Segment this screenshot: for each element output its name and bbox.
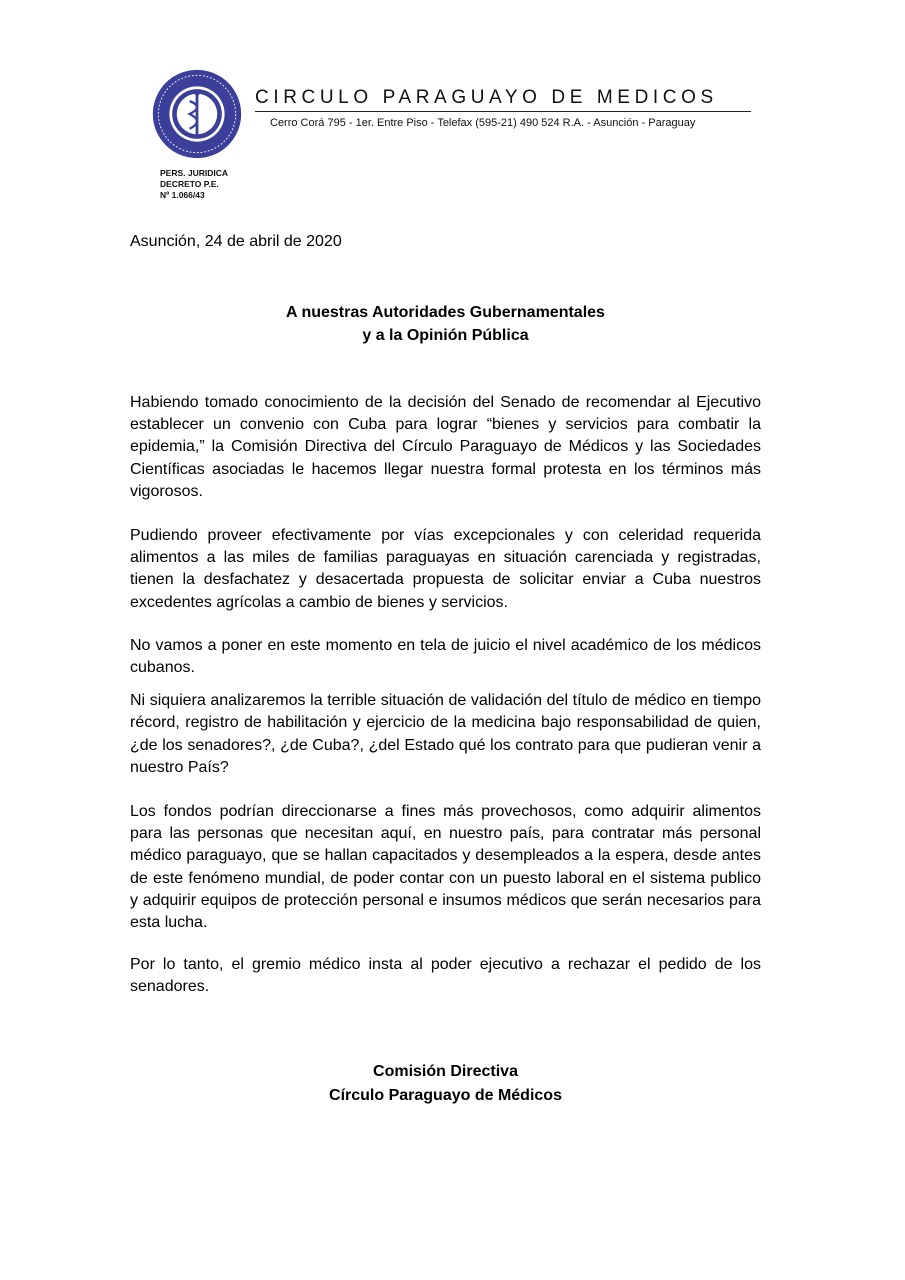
legal-line: DECRETO P.E.: [160, 179, 219, 189]
legal-registration: [160, 168, 228, 201]
letterhead-divider: [255, 111, 751, 112]
organization-name: CIRCULO PARAGUAYO DE MEDICOS: [255, 87, 718, 108]
body-paragraph: Por lo tanto, el gremio médico insta al poder ejecutivo a rechazar el pedido de los senadores.: [130, 956, 761, 996]
body-paragraph: Ni siquiera analizaremos la terrible situación de validación del título de médico en tiempo récord, registro de habilitación y ejercicio de la medicina bajo responsabilidad de quien, ¿de los senadores?, ¿de Cuba?, ¿del Estado qué los contrato para que pudieran venir a nuestro País?: [130, 692, 761, 776]
letter-date: Asunción, 24 de abril de 2020: [130, 233, 342, 250]
signature-line: Círculo Paraguayo de Médicos: [329, 1087, 562, 1104]
addressee-block: [130, 301, 761, 347]
addressee-line: A nuestras Autoridades Gubernamentales: [286, 304, 605, 321]
signature-line: Comisión Directiva: [373, 1063, 518, 1080]
body-paragraph: Habiendo tomado conocimiento de la decisión del Senado de recomendar al Ejecutivo establecer un convenio con Cuba para lograr “bienes y servicios para combatir la epidemia,” la Comisión Directiva del Círculo Paraguayo de Médicos y las Sociedades Científicas asociadas le hacemos llegar nuestra formal protesta en los términos más vigorosos.: [130, 394, 761, 500]
medical-caduceus-seal-icon: [151, 68, 243, 160]
organization-address: Cerro Corá 795 - 1er. Entre Piso - Telefax (595-21) 490 524 R.A. - Asunción - Paraguay: [270, 117, 696, 129]
letter-body: [130, 392, 761, 999]
body-paragraph: No vamos a poner en este momento en tela de juicio el nivel académico de los médicos cubanos.: [130, 636, 761, 677]
body-paragraph: Los fondos podrían direccionarse a fines más provechosos, como adquirir alimentos para las personas que necesitan aquí, en nuestro país, para contratar más personal médico paraguayo, que se hallan capacitados y desempleados a la espera, desde antes de este fenómeno mundial, de poder contar con un puesto laboral en el sistema publico y adquirir equipos de protección personal e insumos médicos que serán necesarios para esta lucha.: [130, 803, 761, 932]
body-paragraph: Pudiendo proveer efectivamente por vías excepcionales y con celeridad requerida alimentos a las miles de familias paraguayas en situación carenciada y registradas, tienen la desfachatez y desacertada propuesta de solicitar enviar a Cuba nuestros excedentes agrícolas a cambio de bienes y servicios.: [130, 527, 761, 611]
addressee-line: y a la Opinión Pública: [362, 327, 529, 344]
legal-line: PERS. JURIDICA: [160, 168, 229, 178]
signature-block: [130, 1060, 761, 1108]
legal-line: Nº 1.066/43: [160, 190, 205, 200]
